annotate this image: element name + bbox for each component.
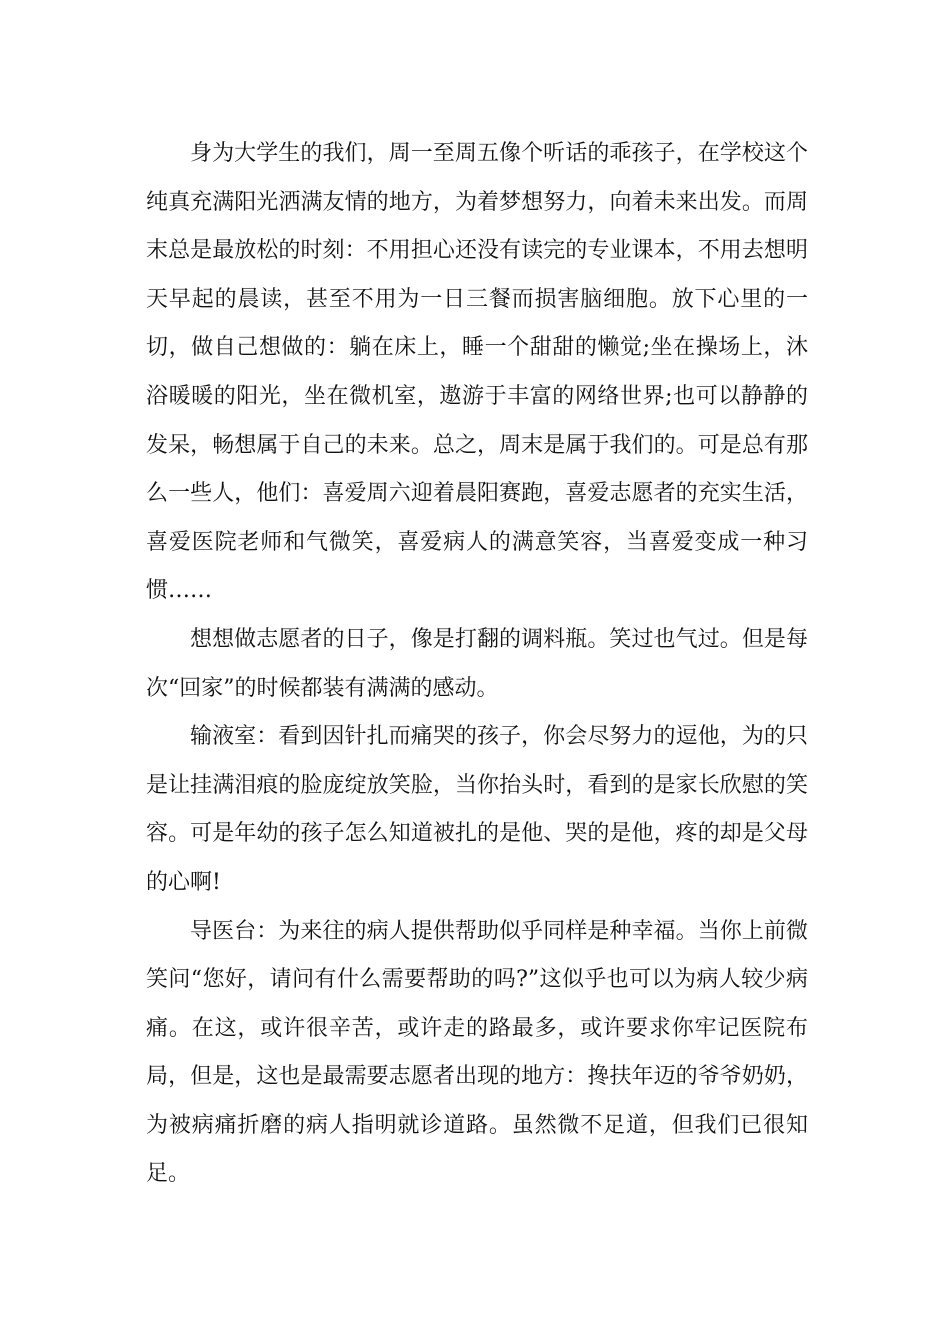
paragraph-volunteer-days: 想想做志愿者的日子，像是打翻的调料瓶。笑过也气过。但是每次“回家”的时候都装有满满的感动。: [146, 626, 808, 701]
paragraph-infusion-room: 输液室：看到因针扎而痛哭的孩子，你会尽努力的逗他，为的只是让挂满泪痕的脸庞绽放笑脸，当你抬头时，看到的是家长欣慰的笑容。可是年幼的孩子怎么知道被扎的是他、哭的是他，疼的却是父母的心啊!: [146, 724, 808, 895]
document-body: [146, 130, 808, 1199]
paragraph-weekend: 身为大学生的我们，周一至周五像个听话的乖孩子，在学校这个纯真充满阳光洒满友情的地方，为着梦想努力，向着未来出发。而周末总是最放松的时刻：不用担心还没有读完的专业课本，不用去想明天早起的晨读，甚至不用为一日三餐而损害脑细胞。放下心里的一切，做自己想做的：躺在床上，睡一个甜甜的懒觉;坐在操场上，沐浴暖暖的阳光，坐在微机室，遨游于丰富的网络世界;也可以静静的发呆，畅想属于自己的未来。总之，周末是属于我们的。可是总有那么一些人，他们：喜爱周六迎着晨阳赛跑，喜爱志愿者的充实生活，喜爱医院老师和气微笑，喜爱病人的满意笑容，当喜爱变成一种习惯……: [146, 141, 808, 604]
paragraph-guide-desk: 导医台：为来往的病人提供帮助似乎同样是种幸福。当你上前微笑问“您好，请问有什么需要帮助的吗?”这似乎也可以为病人较少病痛。在这，或许很辛苦，或许走的路最多，或许要求你牢记医院布局，但是，这也是最需要志愿者出现的地方：搀扶年迈的爷爷奶奶，为被病痛折磨的病人指明就诊道路。虽然微不足道，但我们已很知足。: [146, 918, 808, 1187]
